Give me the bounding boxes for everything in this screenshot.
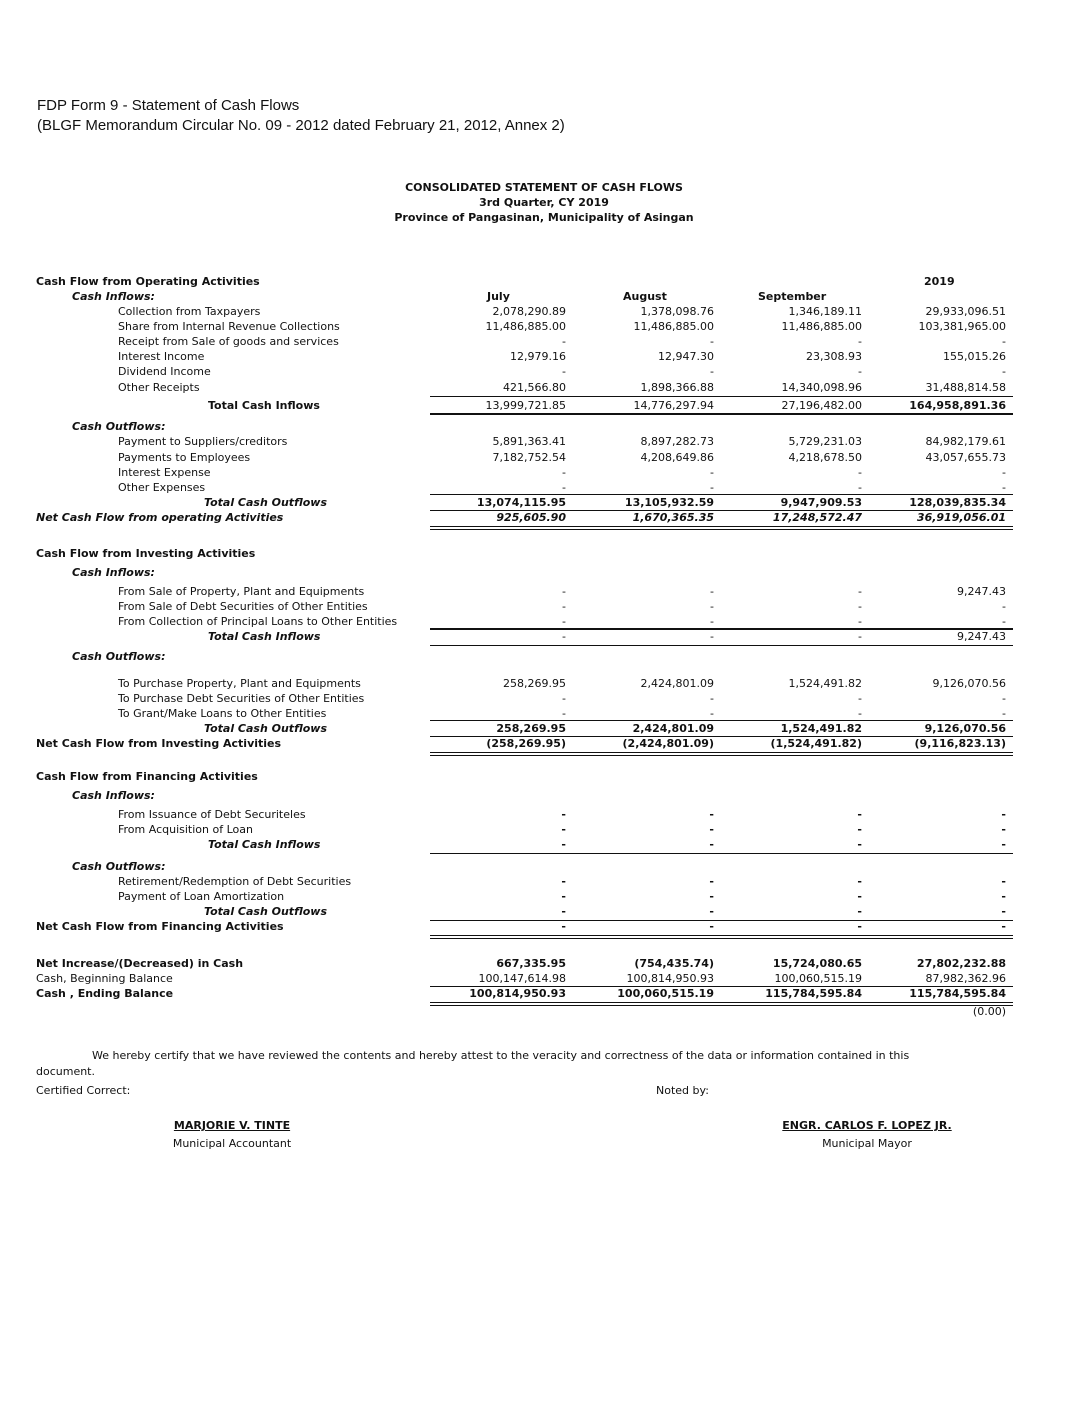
table-row bbox=[0, 565, 1088, 581]
cell-value: - bbox=[710, 707, 714, 720]
table-row bbox=[0, 274, 1088, 290]
cell-value: - bbox=[858, 630, 862, 643]
cell-value: July bbox=[487, 290, 510, 303]
cell-value: - bbox=[858, 585, 862, 598]
cell-value: - bbox=[1001, 920, 1006, 933]
table-row bbox=[0, 1004, 1088, 1020]
table-row bbox=[0, 721, 1088, 737]
cell-value: 36,919,056.01 bbox=[916, 511, 1006, 524]
row-label: From Issuance of Debt Securiteles bbox=[118, 808, 306, 821]
cell-value: - bbox=[561, 890, 566, 903]
cell-value: 164,958,891.36 bbox=[909, 399, 1006, 412]
cell-value: - bbox=[858, 335, 862, 348]
cell-value: - bbox=[709, 823, 714, 836]
cell-value: 2,078,290.89 bbox=[492, 305, 566, 318]
cell-value: - bbox=[709, 875, 714, 888]
cell-value: 925,605.90 bbox=[496, 511, 566, 524]
table-row bbox=[0, 837, 1088, 853]
table-row bbox=[0, 919, 1088, 935]
table-row bbox=[0, 599, 1088, 615]
cell-value: - bbox=[1002, 335, 1006, 348]
cell-value: (1,524,491.82) bbox=[770, 737, 862, 750]
cell-value: 7,182,752.54 bbox=[492, 451, 566, 464]
cell-value: 2019 bbox=[924, 275, 955, 288]
table-row bbox=[0, 859, 1088, 875]
cell-value: 9,247.43 bbox=[957, 585, 1006, 598]
row-label: To Purchase Property, Plant and Equipments bbox=[118, 677, 361, 690]
row-label: Cash Inflows: bbox=[72, 789, 155, 802]
cell-value: 9,947,909.53 bbox=[780, 496, 862, 509]
table-row bbox=[0, 904, 1088, 920]
cell-value: 2,424,801.09 bbox=[640, 677, 714, 690]
cell-value: 100,814,950.93 bbox=[469, 987, 566, 1000]
cell-value: 115,784,595.84 bbox=[909, 987, 1006, 1000]
table-row bbox=[0, 434, 1088, 450]
cell-value: 11,486,885.00 bbox=[633, 320, 714, 333]
cell-value: - bbox=[858, 481, 862, 494]
table-row bbox=[0, 788, 1088, 804]
table-row bbox=[0, 874, 1088, 890]
cell-value: 15,724,080.65 bbox=[772, 957, 862, 970]
table-row bbox=[0, 495, 1088, 511]
row-label: Cash Inflows: bbox=[72, 290, 155, 303]
certification-text-line2: document. bbox=[36, 1065, 95, 1078]
cell-value: 1,524,491.82 bbox=[780, 722, 862, 735]
table-row bbox=[0, 676, 1088, 692]
cell-value: 4,208,649.86 bbox=[640, 451, 714, 464]
cell-value: 2,424,801.09 bbox=[632, 722, 714, 735]
cell-value: 84,982,179.61 bbox=[925, 435, 1006, 448]
row-label: Other Receipts bbox=[118, 381, 200, 394]
table-row bbox=[0, 304, 1088, 320]
cell-value: - bbox=[562, 615, 566, 628]
cell-value: - bbox=[710, 585, 714, 598]
cell-value: - bbox=[1001, 838, 1006, 851]
cell-value: 87,982,362.96 bbox=[925, 972, 1006, 985]
row-label: Cash , Ending Balance bbox=[36, 987, 174, 1000]
cell-value: - bbox=[710, 630, 714, 643]
cell-value: 9,247.43 bbox=[957, 630, 1006, 643]
row-label: Total Cash Outflows bbox=[204, 496, 327, 509]
cell-value: 155,015.26 bbox=[943, 350, 1006, 363]
cell-value: - bbox=[562, 630, 566, 643]
cell-value: - bbox=[858, 692, 862, 705]
row-label: From Collection of Principal Loans to Other Entities bbox=[118, 615, 398, 628]
cell-value: 100,147,614.98 bbox=[478, 972, 566, 985]
row-label: To Purchase Debt Securities of Other Entities bbox=[118, 692, 365, 705]
table-row bbox=[0, 769, 1088, 785]
cell-value: - bbox=[709, 920, 714, 933]
row-label: Collection from Taxpayers bbox=[118, 305, 261, 318]
cell-value: 31,488,814.58 bbox=[925, 381, 1006, 394]
row-label: Payment to Suppliers/creditors bbox=[118, 435, 288, 448]
row-label: Payment of Loan Amortization bbox=[118, 890, 285, 903]
cell-value: - bbox=[1002, 481, 1006, 494]
report-title-line3: Province of Pangasinan, Municipality of Asingan bbox=[394, 211, 694, 224]
cell-value: 13,999,721.85 bbox=[485, 399, 566, 412]
table-row bbox=[0, 364, 1088, 380]
row-label: Share from Internal Revenue Collections bbox=[118, 320, 340, 333]
cell-value: - bbox=[1001, 905, 1006, 918]
cell-value: - bbox=[561, 920, 566, 933]
cell-value: 9,126,070.56 bbox=[932, 677, 1006, 690]
cell-value: - bbox=[858, 600, 862, 613]
table-row bbox=[0, 289, 1088, 305]
cell-value: 258,269.95 bbox=[503, 677, 566, 690]
cell-value: 13,074,115.95 bbox=[476, 496, 566, 509]
row-label: Cash Flow from Financing Activities bbox=[36, 770, 258, 783]
table-row bbox=[0, 889, 1088, 905]
row-label: Cash Flow from Investing Activities bbox=[36, 547, 256, 560]
cell-value: - bbox=[562, 481, 566, 494]
table-row bbox=[0, 822, 1088, 838]
cell-value: 9,126,070.56 bbox=[924, 722, 1006, 735]
cell-value: - bbox=[1002, 692, 1006, 705]
row-label: Cash Flow from Operating Activities bbox=[36, 275, 260, 288]
cell-value: - bbox=[562, 692, 566, 705]
table-row bbox=[0, 334, 1088, 350]
cell-value: - bbox=[562, 600, 566, 613]
cell-value: - bbox=[710, 692, 714, 705]
cell-value: - bbox=[710, 600, 714, 613]
table-row bbox=[0, 649, 1088, 665]
cell-value: - bbox=[1002, 707, 1006, 720]
row-label: Total Cash Inflows bbox=[208, 399, 320, 412]
row-label: Cash Outflows: bbox=[72, 420, 166, 433]
cell-value: - bbox=[561, 808, 566, 821]
cell-value: - bbox=[561, 823, 566, 836]
cell-value: 103,381,965.00 bbox=[918, 320, 1006, 333]
table-row bbox=[0, 584, 1088, 600]
cell-value: - bbox=[1001, 875, 1006, 888]
cell-value: - bbox=[858, 707, 862, 720]
form-header-line2: (BLGF Memorandum Circular No. 09 - 2012 dated February 21, 2012, Annex 2) bbox=[37, 117, 565, 134]
cell-value: - bbox=[1002, 600, 1006, 613]
cell-value: - bbox=[710, 481, 714, 494]
mayor-title: Municipal Mayor bbox=[822, 1137, 912, 1150]
table-row bbox=[0, 398, 1088, 414]
cell-value: 100,814,950.93 bbox=[626, 972, 714, 985]
row-label: From Sale of Property, Plant and Equipments bbox=[118, 585, 365, 598]
cell-value: - bbox=[1001, 808, 1006, 821]
row-label: Cash Outflows: bbox=[72, 650, 166, 663]
cell-value: 43,057,655.73 bbox=[925, 451, 1006, 464]
table-row bbox=[0, 971, 1088, 987]
row-label: Net Increase/(Decreased) in Cash bbox=[36, 957, 244, 970]
cell-value: - bbox=[1001, 890, 1006, 903]
cell-value: (754,435.74) bbox=[634, 957, 714, 970]
cell-value: 27,802,232.88 bbox=[916, 957, 1006, 970]
certified-correct-label: Certified Correct: bbox=[36, 1084, 131, 1097]
row-label: Other Expenses bbox=[118, 481, 206, 494]
cell-value: 12,947.30 bbox=[658, 350, 714, 363]
cell-value: 115,784,595.84 bbox=[765, 987, 862, 1000]
table-row bbox=[0, 349, 1088, 365]
report-title-line2: 3rd Quarter, CY 2019 bbox=[479, 196, 609, 209]
row-label: Interest Income bbox=[118, 350, 205, 363]
cell-value: 100,060,515.19 bbox=[774, 972, 862, 985]
cell-value: August bbox=[623, 290, 667, 303]
table-row bbox=[0, 986, 1088, 1002]
cell-value: - bbox=[562, 365, 566, 378]
cell-value: - bbox=[857, 875, 862, 888]
cell-value: 8,897,282.73 bbox=[640, 435, 714, 448]
row-label: Cash Outflows: bbox=[72, 860, 166, 873]
cell-value: - bbox=[858, 615, 862, 628]
cell-value: 14,776,297.94 bbox=[633, 399, 714, 412]
cell-value: 5,729,231.03 bbox=[788, 435, 862, 448]
cell-value: - bbox=[710, 615, 714, 628]
cell-value: 1,524,491.82 bbox=[788, 677, 862, 690]
row-label: Payments to Employees bbox=[118, 451, 251, 464]
cell-value: 667,335.95 bbox=[496, 957, 566, 970]
table-row bbox=[0, 956, 1088, 972]
cell-value: 1,378,098.76 bbox=[640, 305, 714, 318]
cell-value: 14,340,098.96 bbox=[781, 381, 862, 394]
row-label: Total Cash Outflows bbox=[204, 905, 327, 918]
table-row bbox=[0, 736, 1088, 752]
cell-value: - bbox=[709, 905, 714, 918]
cell-value: - bbox=[1002, 365, 1006, 378]
cell-value: 128,039,835.34 bbox=[909, 496, 1006, 509]
cell-value: - bbox=[562, 335, 566, 348]
cell-value: 258,269.95 bbox=[496, 722, 566, 735]
cell-value: 5,891,363.41 bbox=[492, 435, 566, 448]
cell-value: (2,424,801.09) bbox=[622, 737, 714, 750]
cell-value: - bbox=[858, 466, 862, 479]
cell-value: (0.00) bbox=[972, 1005, 1006, 1018]
cell-value: - bbox=[1002, 466, 1006, 479]
cell-value: - bbox=[857, 920, 862, 933]
cell-value: - bbox=[857, 808, 862, 821]
table-row bbox=[0, 629, 1088, 645]
accountant-name: MARJORIE V. TINTE bbox=[173, 1119, 291, 1132]
noted-by-label: Noted by: bbox=[656, 1084, 709, 1097]
cell-value: 11,486,885.00 bbox=[485, 320, 566, 333]
cell-value: 12,979.16 bbox=[510, 350, 566, 363]
cell-value: - bbox=[857, 823, 862, 836]
row-label: Total Cash Inflows bbox=[208, 838, 321, 851]
cell-value: - bbox=[857, 890, 862, 903]
row-label: Receipt from Sale of goods and services bbox=[118, 335, 339, 348]
row-label: Cash, Beginning Balance bbox=[36, 972, 173, 985]
cell-value: 1,346,189.11 bbox=[788, 305, 862, 318]
cell-value: - bbox=[562, 466, 566, 479]
cell-value: 17,248,572.47 bbox=[772, 511, 862, 524]
cell-value: 23,308.93 bbox=[806, 350, 862, 363]
cell-value: - bbox=[858, 365, 862, 378]
cell-value: - bbox=[561, 838, 566, 851]
cell-value: - bbox=[562, 707, 566, 720]
row-label: From Sale of Debt Securities of Other Entities bbox=[118, 600, 368, 613]
cell-value: 4,218,678.50 bbox=[788, 451, 862, 464]
cell-value: - bbox=[709, 808, 714, 821]
table-row bbox=[0, 380, 1088, 396]
certification-text-line1: We hereby certify that we have reviewed the contents and hereby attest to the veracity and correctness of the data or information contained in this bbox=[92, 1049, 910, 1062]
cell-value: - bbox=[857, 905, 862, 918]
cell-value: 27,196,482.00 bbox=[781, 399, 862, 412]
row-label: Net Cash Flow from Investing Activities bbox=[36, 737, 282, 750]
row-label: Total Cash Inflows bbox=[208, 630, 321, 643]
table-row bbox=[0, 450, 1088, 466]
row-label: To Grant/Make Loans to Other Entities bbox=[118, 707, 327, 720]
row-label: Interest Expense bbox=[118, 466, 211, 479]
cell-value: September bbox=[758, 290, 827, 303]
row-label: Net Cash Flow from Financing Activities bbox=[36, 920, 284, 933]
table-row bbox=[0, 465, 1088, 481]
table-row bbox=[0, 546, 1088, 562]
table-row bbox=[0, 510, 1088, 526]
cell-value: - bbox=[562, 585, 566, 598]
cell-value: 29,933,096.51 bbox=[925, 305, 1006, 318]
mayor-name: ENGR. CARLOS F. LOPEZ JR. bbox=[782, 1119, 952, 1132]
table-row bbox=[0, 419, 1088, 435]
cell-value: 1,670,365.35 bbox=[632, 511, 714, 524]
row-label: Dividend Income bbox=[118, 365, 211, 378]
cell-value: 11,486,885.00 bbox=[781, 320, 862, 333]
table-row bbox=[0, 691, 1088, 707]
cell-value: - bbox=[710, 365, 714, 378]
cell-value: - bbox=[709, 890, 714, 903]
row-label: Net Cash Flow from operating Activities bbox=[36, 511, 284, 524]
cell-value: - bbox=[710, 466, 714, 479]
cell-value: 421,566.80 bbox=[503, 381, 566, 394]
accountant-title: Municipal Accountant bbox=[172, 1137, 292, 1150]
cell-value: 1,898,366.88 bbox=[640, 381, 714, 394]
table-row bbox=[0, 319, 1088, 335]
cell-value: - bbox=[561, 875, 566, 888]
cell-value: 100,060,515.19 bbox=[617, 987, 714, 1000]
cell-value: (9,116,823.13) bbox=[914, 737, 1006, 750]
cell-value: - bbox=[561, 905, 566, 918]
cell-value: (258,269.95) bbox=[486, 737, 566, 750]
row-label: Retirement/Redemption of Debt Securities bbox=[118, 875, 352, 888]
cell-value: - bbox=[857, 838, 862, 851]
cell-value: - bbox=[710, 335, 714, 348]
cell-value: - bbox=[1001, 823, 1006, 836]
cell-value: - bbox=[1002, 615, 1006, 628]
form-header-line1: FDP Form 9 - Statement of Cash Flows bbox=[37, 97, 300, 114]
report-title-line1: CONSOLIDATED STATEMENT OF CASH FLOWS bbox=[405, 181, 683, 194]
row-label: Cash Inflows: bbox=[72, 566, 155, 579]
table-row bbox=[0, 807, 1088, 823]
cell-value: - bbox=[709, 838, 714, 851]
row-label: From Acquisition of Loan bbox=[118, 823, 253, 836]
cell-value: 13,105,932.59 bbox=[624, 496, 714, 509]
row-label: Total Cash Outflows bbox=[204, 722, 327, 735]
